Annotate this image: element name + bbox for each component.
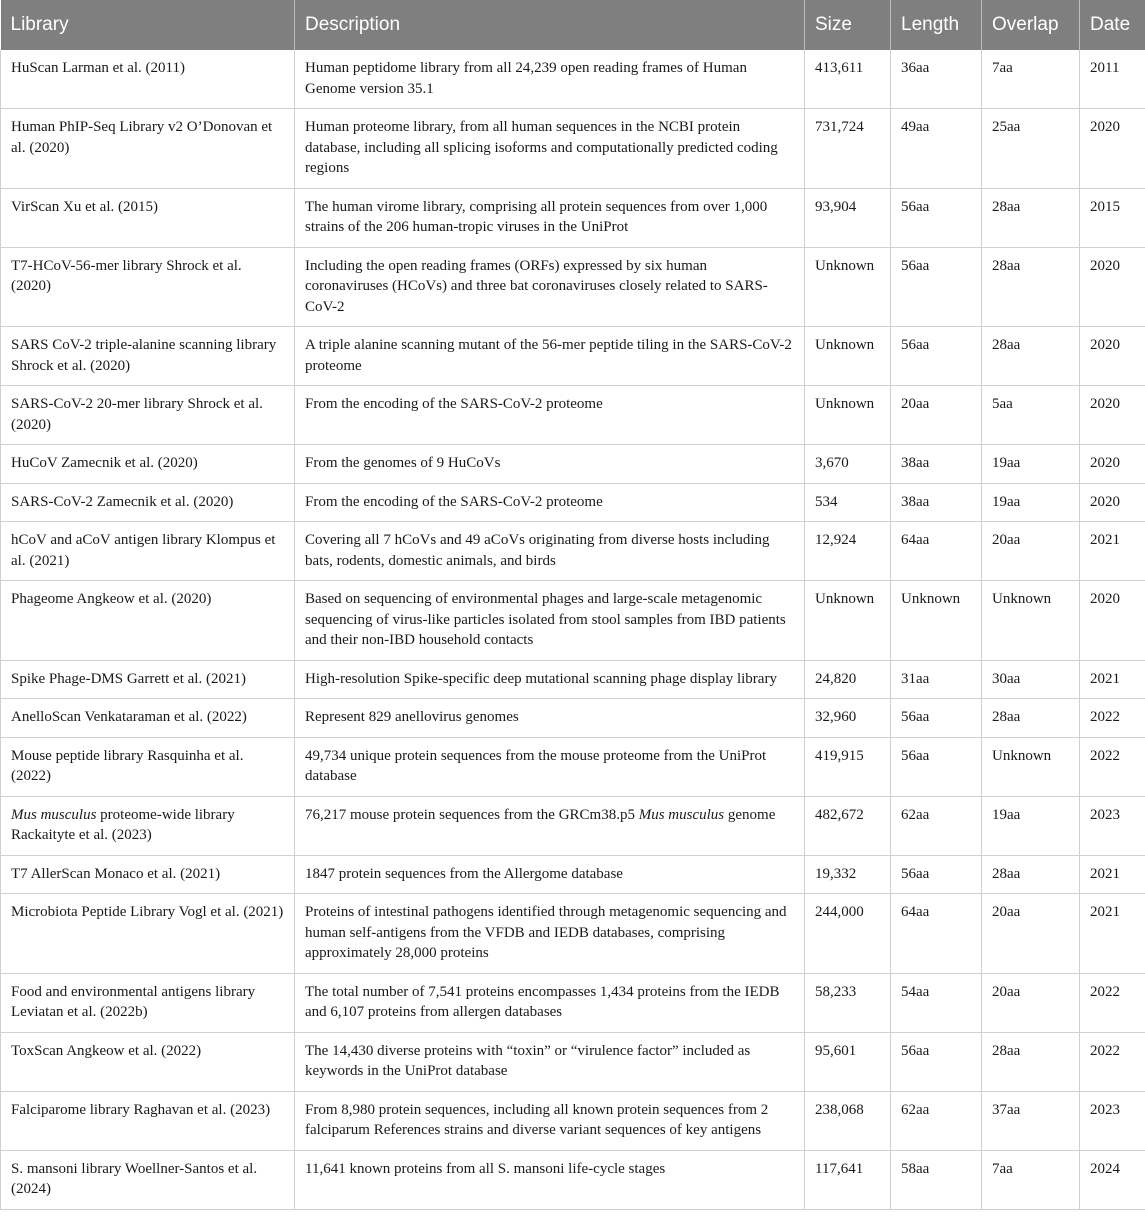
library-cell: [1, 109, 295, 189]
size-cell: 238,068: [805, 1091, 891, 1150]
library-text: S. mansoni library Woellner-Santos et al. (2024): [11, 1160, 258, 1197]
size-cell: 3,670: [805, 445, 891, 484]
table-row: [1, 483, 1145, 522]
library-cell: [1, 1091, 295, 1150]
overlap-cell: 7aa: [982, 1150, 1080, 1209]
date-cell: 2024: [1080, 1150, 1145, 1209]
length-cell: 56aa: [891, 188, 982, 247]
header-library: Library: [1, 0, 295, 50]
library-cell: [1, 855, 295, 894]
length-cell: 64aa: [891, 894, 982, 974]
date-cell: 2022: [1080, 1032, 1145, 1091]
library-text: Human PhIP-Seq Library v2 O’Donovan et al. (2020): [11, 119, 273, 156]
size-cell: 534: [805, 483, 891, 522]
library-text: AnelloScan Venkataraman et al. (2022): [11, 709, 247, 725]
library-text: SARS-CoV-2 20-mer library Shrock et al. (2020): [11, 396, 263, 433]
library-text: T7-HCoV-56-mer library Shrock et al. (2020): [11, 257, 242, 294]
library-cell: [1, 188, 295, 247]
library-cell: [1, 1032, 295, 1091]
description-cell: Based on sequencing of environmental phages and large-scale metagenomic sequencing of virus-like particles isolated from stool samples from IBD patients and their non-IBD household contacts: [295, 581, 805, 661]
size-cell: 244,000: [805, 894, 891, 974]
header-size: Size: [805, 0, 891, 50]
description-cell: From the encoding of the SARS-CoV-2 proteome: [295, 483, 805, 522]
library-text: SARS CoV-2 triple-alanine scanning library Shrock et al. (2020): [11, 337, 277, 374]
library-cell: [1, 522, 295, 581]
length-cell: 62aa: [891, 796, 982, 855]
size-cell: Unknown: [805, 247, 891, 327]
length-cell: 56aa: [891, 327, 982, 386]
date-cell: 2020: [1080, 109, 1145, 189]
date-cell: 2020: [1080, 483, 1145, 522]
length-cell: 38aa: [891, 483, 982, 522]
library-cell: [1, 50, 295, 109]
description-post-text: genome: [724, 806, 776, 823]
table-row: [1, 660, 1145, 699]
library-cell: [1, 973, 295, 1032]
table-row: [1, 522, 1145, 581]
overlap-cell: 19aa: [982, 483, 1080, 522]
description-cell: Human proteome library, from all human sequences in the NCBI protein database, including all splicing isoforms and computationally predicted coding regions: [295, 109, 805, 189]
description-pre-text: 76,217 mouse protein sequences from the GRCm38.p5: [305, 806, 639, 823]
library-text: ToxScan Angkeow et al. (2022): [11, 1042, 202, 1059]
overlap-cell: 37aa: [982, 1091, 1080, 1150]
date-cell: 2020: [1080, 445, 1145, 484]
overlap-cell: 28aa: [982, 327, 1080, 386]
table-row: [1, 796, 1145, 855]
date-cell: 2021: [1080, 894, 1145, 974]
description-cell: The 14,430 diverse proteins with “toxin” or “virulence factor” included as keywords in the UniProt database: [295, 1032, 805, 1091]
library-text: SARS-CoV-2 Zamecnik et al. (2020): [11, 493, 234, 510]
table-row: [1, 1150, 1145, 1209]
date-cell: 2015: [1080, 188, 1145, 247]
library-text: Mouse peptide library Rasquinha et al. (2022): [11, 747, 244, 784]
table-row: [1, 109, 1145, 189]
description-cell: 1847 protein sequences from the Allergome database: [295, 855, 805, 894]
length-cell: 20aa: [891, 386, 982, 445]
date-cell: 2022: [1080, 973, 1145, 1032]
table-row: [1, 247, 1145, 327]
length-cell: 56aa: [891, 247, 982, 327]
header-row: [1, 0, 1145, 50]
library-text: Spike Phage-DMS Garrett et al. (2021): [11, 670, 246, 687]
size-cell: 32,960: [805, 699, 891, 738]
overlap-cell: 5aa: [982, 386, 1080, 445]
table-row: [1, 699, 1145, 738]
overlap-cell: 28aa: [982, 1032, 1080, 1091]
date-cell: 2011: [1080, 50, 1145, 109]
description-cell: Including the open reading frames (ORFs) expressed by six human coronaviruses (HCoVs) and three bat coronaviruses closely related to SARS-CoV-2: [295, 247, 805, 327]
library-cell: [1, 796, 295, 855]
description-cell: Represent 829 anellovirus genomes: [295, 699, 805, 738]
overlap-cell: 19aa: [982, 796, 1080, 855]
overlap-cell: 28aa: [982, 247, 1080, 327]
overlap-cell: Unknown: [982, 581, 1080, 661]
table-row: [1, 188, 1145, 247]
library-text: T7 AllerScan Monaco et al. (2021): [11, 865, 221, 882]
table-row: [1, 386, 1145, 445]
description-cell: The human virome library, comprising all protein sequences from over 1,000 strains of the 206 human-tropic viruses in the UniProt: [295, 188, 805, 247]
overlap-cell: Unknown: [982, 737, 1080, 796]
overlap-cell: 20aa: [982, 973, 1080, 1032]
library-text: hCoV and aCoV antigen library Klompus et al. (2021): [11, 532, 276, 569]
library-text: Falciparome library Raghavan et al. (2023): [11, 1101, 271, 1118]
size-cell: 12,924: [805, 522, 891, 581]
header-description: Description: [295, 0, 805, 50]
description-cell: High-resolution Spike-specific deep mutational scanning phage display library: [295, 660, 805, 699]
description-cell: A triple alanine scanning mutant of the 56-mer peptide tiling in the SARS-CoV-2 proteome: [295, 327, 805, 386]
table-row: [1, 894, 1145, 974]
length-cell: 31aa: [891, 660, 982, 699]
library-text: Phageome Angkeow et al. (2020): [11, 591, 212, 607]
table-row: [1, 445, 1145, 484]
table-body: [1, 50, 1145, 1209]
size-cell: 24,820: [805, 660, 891, 699]
library-cell: [1, 581, 295, 661]
size-cell: 95,601: [805, 1032, 891, 1091]
library-cell: [1, 660, 295, 699]
library-cell: [1, 247, 295, 327]
length-cell: 56aa: [891, 855, 982, 894]
description-cell: Covering all 7 hCoVs and 49 aCoVs originating from diverse hosts including bats, rodents, domestic animals, and birds: [295, 522, 805, 581]
library-text: HuScan Larman et al. (2011): [11, 60, 185, 76]
library-cell: [1, 327, 295, 386]
library-cell: [1, 483, 295, 522]
table-row: [1, 737, 1145, 796]
overlap-cell: 28aa: [982, 699, 1080, 738]
description-cell: 11,641 known proteins from all S. mansoni life-cycle stages: [295, 1150, 805, 1209]
length-cell: 56aa: [891, 699, 982, 738]
size-cell: 482,672: [805, 796, 891, 855]
size-cell: 58,233: [805, 973, 891, 1032]
length-cell: 56aa: [891, 1032, 982, 1091]
library-cell: [1, 699, 295, 738]
length-cell: 38aa: [891, 445, 982, 484]
table-row: [1, 327, 1145, 386]
library-text: Microbiota Peptide Library Vogl et al. (2021): [11, 904, 284, 920]
overlap-cell: 7aa: [982, 50, 1080, 109]
size-cell: Unknown: [805, 386, 891, 445]
size-cell: 731,724: [805, 109, 891, 189]
date-cell: 2020: [1080, 386, 1145, 445]
description-cell: Proteins of intestinal pathogens identified through metagenomic sequencing and human self-antigens from the VFDB and IEDB databases, comprising approximately 28,000 proteins: [295, 894, 805, 974]
library-cell: [1, 1150, 295, 1209]
date-cell: 2021: [1080, 660, 1145, 699]
table-header: [1, 0, 1145, 50]
header-overlap: Overlap: [982, 0, 1080, 50]
size-cell: Unknown: [805, 581, 891, 661]
overlap-cell: 28aa: [982, 188, 1080, 247]
overlap-cell: 20aa: [982, 894, 1080, 974]
length-cell: 36aa: [891, 50, 982, 109]
overlap-cell: 30aa: [982, 660, 1080, 699]
date-cell: 2021: [1080, 855, 1145, 894]
size-cell: Unknown: [805, 327, 891, 386]
description-cell: From the encoding of the SARS-CoV-2 proteome: [295, 386, 805, 445]
overlap-cell: 19aa: [982, 445, 1080, 484]
table-row: [1, 1091, 1145, 1150]
date-cell: 2020: [1080, 327, 1145, 386]
description-cell: 49,734 unique protein sequences from the mouse proteome from the UniProt database: [295, 737, 805, 796]
date-cell: 2022: [1080, 737, 1145, 796]
description-italic-text: Mus musculus: [638, 806, 725, 823]
overlap-cell: 25aa: [982, 109, 1080, 189]
table-row: [1, 581, 1145, 661]
date-cell: 2022: [1080, 699, 1145, 738]
library-text: Food and environmental antigens library Leviatan et al. (2022b): [11, 983, 256, 1020]
description-cell: From 8,980 protein sequences, including all known protein sequences from 2 falciparum References strains and diverse variant sequences of key antigens: [295, 1091, 805, 1150]
table-row: [1, 50, 1145, 109]
library-italic-text: Mus musculus: [11, 806, 97, 823]
library-cell: [1, 445, 295, 484]
library-cell: [1, 737, 295, 796]
library-cell: [1, 386, 295, 445]
header-date: Date: [1080, 0, 1145, 50]
overlap-cell: 20aa: [982, 522, 1080, 581]
length-cell: 58aa: [891, 1150, 982, 1209]
library-cell: [1, 894, 295, 974]
length-cell: Unknown: [891, 581, 982, 661]
library-text: proteome-wide library Rackaityte et al. (2023): [11, 806, 235, 843]
size-cell: 413,611: [805, 50, 891, 109]
library-text: VirScan Xu et al. (2015): [11, 198, 158, 215]
description-cell: [295, 796, 805, 855]
description-cell: Human peptidome library from all 24,239 open reading frames of Human Genome version 35.1: [295, 50, 805, 109]
table-row: [1, 973, 1145, 1032]
size-cell: 93,904: [805, 188, 891, 247]
date-cell: 2021: [1080, 522, 1145, 581]
date-cell: 2020: [1080, 581, 1145, 661]
length-cell: 54aa: [891, 973, 982, 1032]
length-cell: 49aa: [891, 109, 982, 189]
length-cell: 62aa: [891, 1091, 982, 1150]
description-cell: The total number of 7,541 proteins encompasses 1,434 proteins from the IEDB and 6,107 proteins from allergen databases: [295, 973, 805, 1032]
size-cell: 19,332: [805, 855, 891, 894]
length-cell: 64aa: [891, 522, 982, 581]
date-cell: 2020: [1080, 247, 1145, 327]
date-cell: 2023: [1080, 796, 1145, 855]
size-cell: 117,641: [805, 1150, 891, 1209]
size-cell: 419,915: [805, 737, 891, 796]
library-text: HuCoV Zamecnik et al. (2020): [11, 455, 198, 471]
description-cell: From the genomes of 9 HuCoVs: [295, 445, 805, 484]
length-cell: 56aa: [891, 737, 982, 796]
table-row: [1, 1032, 1145, 1091]
header-length: Length: [891, 0, 982, 50]
table-row: [1, 855, 1145, 894]
overlap-cell: 28aa: [982, 855, 1080, 894]
date-cell: 2023: [1080, 1091, 1145, 1150]
